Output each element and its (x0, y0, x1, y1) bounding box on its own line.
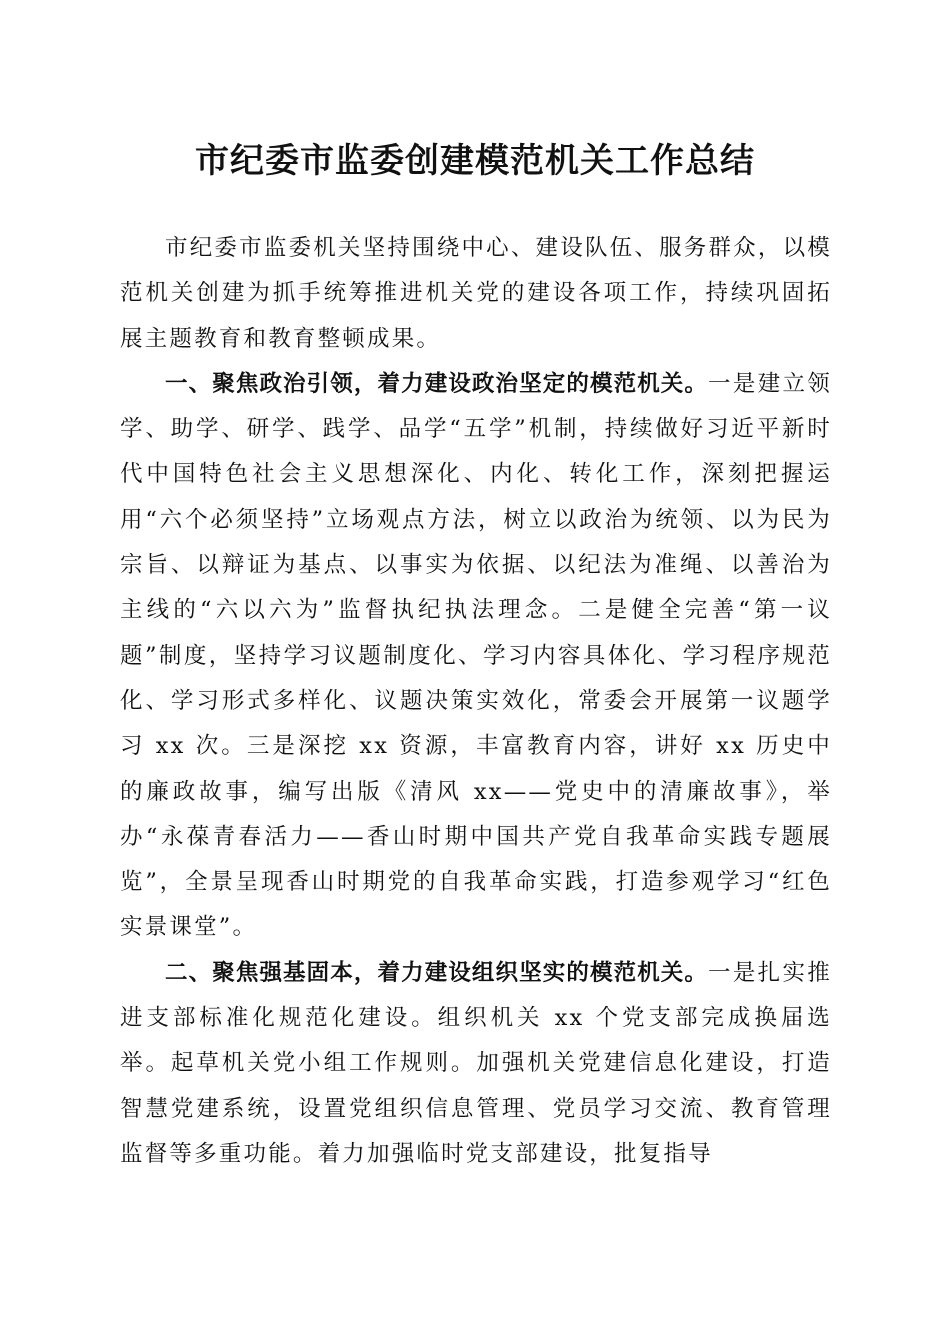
section-two-text: 一是扎实推进支部标准化规范化建设。组织机关 xx 个党支部完成换届选举。起草机关党小组工作规则。加强机关党建信息化建设，打造智慧党建系统，设置党组织信息管理、党员学习交流、教育管理监督等多重功能。着力加强临时党支部建设，批复指导 (120, 959, 832, 1167)
intro-paragraph-text: 市纪委市监委机关坚持围绕中心、建设队伍、服务群众，以模范机关创建为抓手统筹推进机关党的建设各项工作，持续巩固拓展主题教育和教育整顿成果。 (120, 235, 832, 352)
section-two-heading: 二、聚焦强基固本，着力建设组织坚实的模范机关。 (165, 959, 709, 986)
document-title: 市纪委市监委创建模范机关工作总结 (195, 141, 755, 181)
section-one-paragraph (120, 362, 832, 951)
section-one-text: 一是建立领学、助学、研学、践学、品学“五学”机制，持续做好习近平新时代中国特色社会主义思想深化、内化、转化工作，深刻把握运用“六个必须坚持”立场观点方法，树立以政治为统领、以为民为宗旨、以辩证为基点、以事实为依据、以纪法为准绳、以善治为主线的“六以六为”监督执纪执法理念。二是健全完善“第一议题”制度，坚持学习议题制度化、学习内容具体化、学习程序规范化、学习形式多样化、议题决策实效化，常委会开展第一议题学习 xx 次。三是深挖 xx 资源，丰富教育内容，讲好 xx 历史中的廉政故事，编写出版《清风 xx——党史中的清廉故事》，举办“永葆青春活力——香山时期中国共产党自我革命实践专题展览”，全景呈现香山时期党的自我革命实践，打造参观学习“红色实景课堂”。 (120, 370, 832, 941)
section-one-heading: 一、聚焦政治引领，着力建设政治坚定的模范机关。 (165, 370, 709, 397)
intro-paragraph (120, 226, 832, 362)
section-two-paragraph (120, 951, 832, 1177)
document-body (120, 226, 832, 1177)
